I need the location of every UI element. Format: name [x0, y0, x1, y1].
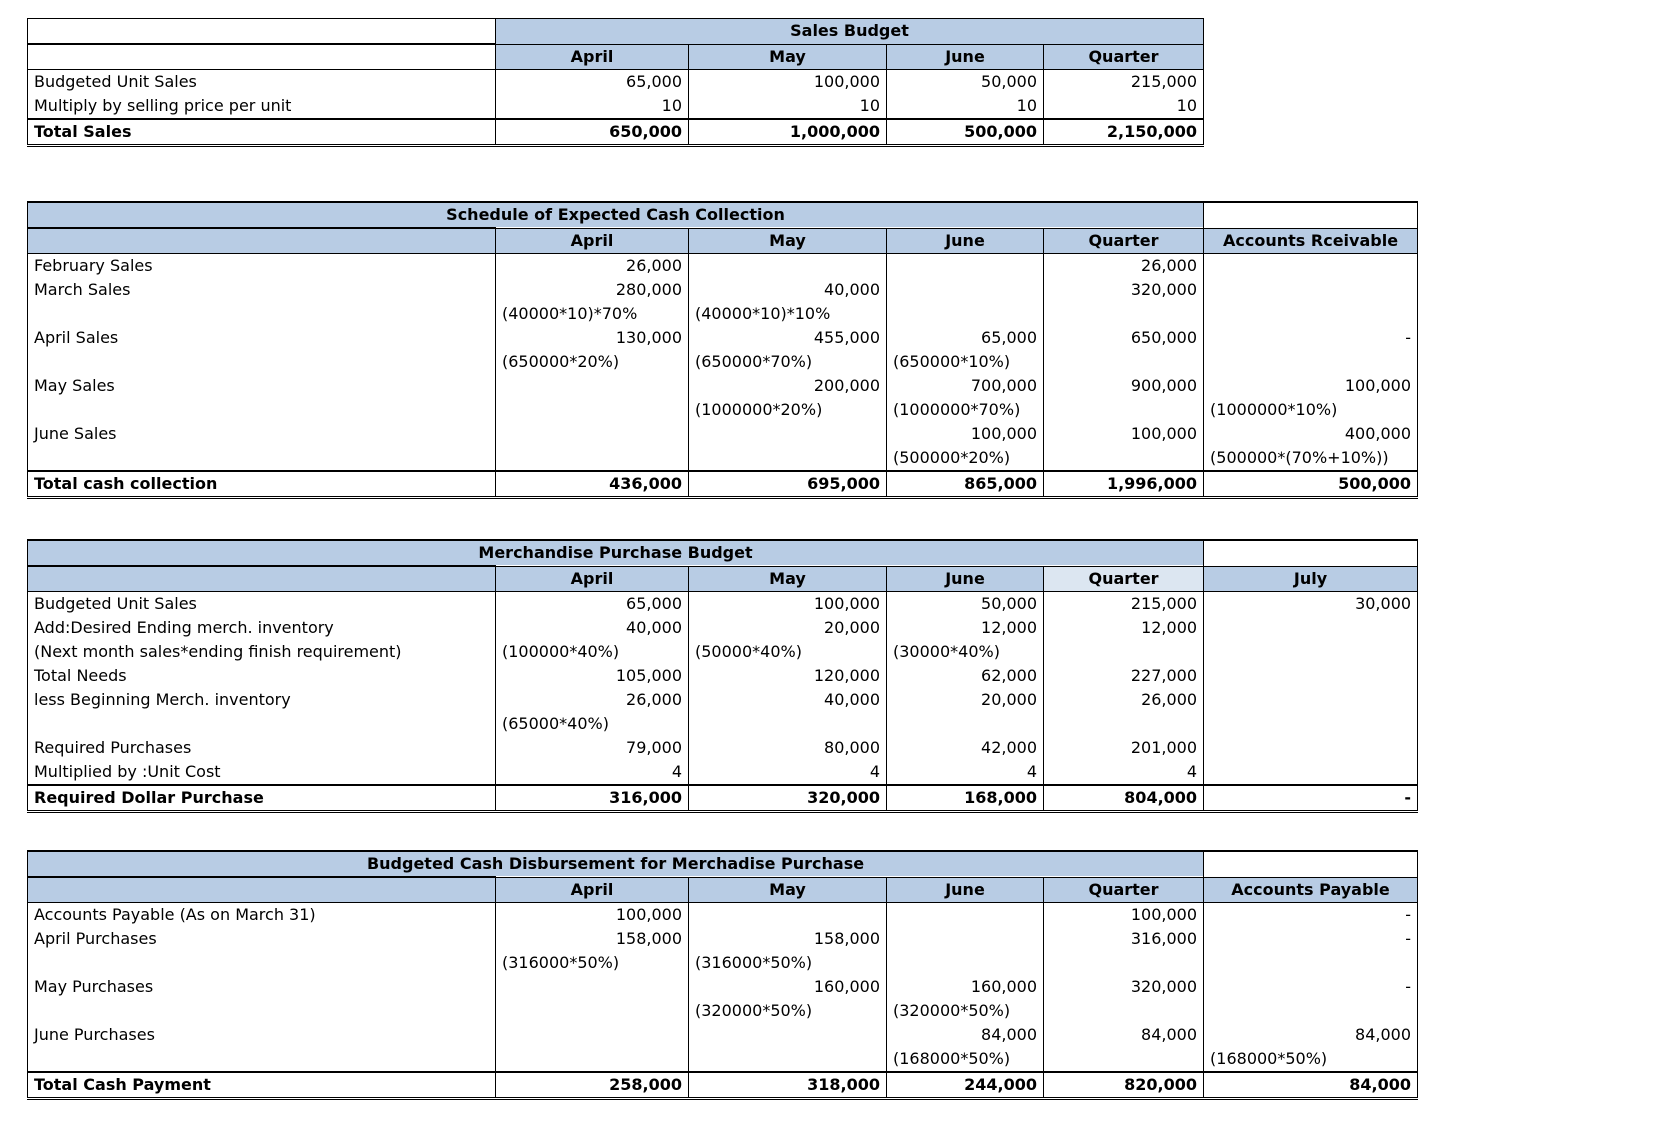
formula-cell: (316000*50%) [689, 951, 887, 975]
cell-value [496, 975, 689, 999]
cell-value: 100,000 [1044, 422, 1204, 446]
total-row [28, 785, 1418, 812]
cell-value: 84,000 [1204, 1023, 1418, 1047]
formula-row [28, 640, 1418, 664]
table-row [28, 422, 1418, 446]
total-value: 318,000 [689, 1072, 887, 1099]
cell-value: 84,000 [887, 1023, 1044, 1047]
header-quarter: Quarter [1044, 877, 1204, 903]
total-value: 258,000 [496, 1072, 689, 1099]
formula-cell [1204, 712, 1418, 736]
cell-value: 215,000 [1044, 70, 1204, 95]
formula-cell: (1000000*10%) [1204, 398, 1418, 422]
formula-cell [1044, 1047, 1204, 1072]
cell-value: 65,000 [496, 592, 689, 617]
cell-value: 26,000 [1044, 254, 1204, 279]
cell-value [1204, 760, 1418, 785]
formula-cell [496, 446, 689, 471]
formula-cell: (65000*40%) [496, 712, 689, 736]
cell-value: 4 [689, 760, 887, 785]
cell-value: 400,000 [1204, 422, 1418, 446]
formula-row [28, 350, 1418, 374]
row-label: Budgeted Unit Sales [28, 592, 496, 617]
header-april: April [496, 228, 689, 254]
total-value: 1,000,000 [689, 119, 887, 146]
formula-row [28, 712, 1418, 736]
total-row [28, 119, 1204, 146]
cell-value: 100,000 [496, 903, 689, 928]
row-label: Required Purchases [28, 736, 496, 760]
formula-cell [1044, 350, 1204, 374]
formula-cell: (650000*20%) [496, 350, 689, 374]
cell-value: 158,000 [689, 927, 887, 951]
cell-value: 30,000 [1204, 592, 1418, 617]
formula-cell [887, 951, 1044, 975]
row-label: April Sales [28, 326, 496, 350]
cell-value: 320,000 [1044, 975, 1204, 999]
formula-cell [1044, 640, 1204, 664]
total-value: 820,000 [1044, 1072, 1204, 1099]
cell-value: 100,000 [1204, 374, 1418, 398]
cell-value: 227,000 [1044, 664, 1204, 688]
formula-cell [496, 398, 689, 422]
cash-disbursement-table [27, 850, 1418, 1100]
cell-value: 26,000 [496, 688, 689, 712]
formula-cell [1044, 446, 1204, 471]
total-value: 316,000 [496, 785, 689, 812]
cell-value [1204, 664, 1418, 688]
row-label: Multiplied by :Unit Cost [28, 760, 496, 785]
header-june: June [887, 566, 1044, 592]
cell-value: 42,000 [887, 736, 1044, 760]
row-label: Total Needs [28, 664, 496, 688]
cell-value: 201,000 [1044, 736, 1204, 760]
formula-cell [1204, 951, 1418, 975]
formula-cell [1204, 350, 1418, 374]
cell-value: 316,000 [1044, 927, 1204, 951]
formula-cell [689, 446, 887, 471]
total-label: Total Cash Payment [28, 1072, 496, 1099]
sales-budget-header-row [28, 44, 1204, 70]
header-april: April [496, 877, 689, 903]
header-quarter: Quarter [1044, 44, 1204, 70]
cell-value: 79,000 [496, 736, 689, 760]
header-may: May [689, 877, 887, 903]
header-april: April [496, 44, 689, 70]
total-value: 1,996,000 [1044, 471, 1204, 498]
merchandise-purchase-title: Merchandise Purchase Budget [28, 540, 1204, 566]
formula-cell [496, 1047, 689, 1072]
cash-disbursement-title: Budgeted Cash Disbursement for Merchadise Purchase [28, 851, 1204, 877]
merchandise-purchase-header-row [28, 566, 1418, 592]
cell-value [496, 422, 689, 446]
cell-value: 200,000 [689, 374, 887, 398]
table-row [28, 975, 1418, 999]
cell-value: 160,000 [887, 975, 1044, 999]
table-row [28, 664, 1418, 688]
total-value: 650,000 [496, 119, 689, 146]
formula-cell: (500000*20%) [887, 446, 1044, 471]
formula-cell: (40000*10)*70% [496, 302, 689, 326]
cell-value: 105,000 [496, 664, 689, 688]
table-row [28, 616, 1418, 640]
header-june: June [887, 44, 1044, 70]
cell-value: 100,000 [1044, 903, 1204, 928]
table-row [28, 688, 1418, 712]
table-row [28, 927, 1418, 951]
header-may: May [689, 566, 887, 592]
table-row [28, 760, 1418, 785]
cell-value: 50,000 [887, 592, 1044, 617]
row-label: February Sales [28, 254, 496, 279]
formula-cell: (650000*10%) [887, 350, 1044, 374]
header-accounts-receivable: Accounts Rceivable [1204, 228, 1418, 254]
total-value: 500,000 [1204, 471, 1418, 498]
table-row [28, 374, 1418, 398]
table-row [28, 1023, 1418, 1047]
cell-value: 84,000 [1044, 1023, 1204, 1047]
formula-cell [1044, 999, 1204, 1023]
total-value: 804,000 [1044, 785, 1204, 812]
formula-row [28, 446, 1418, 471]
table-row [28, 903, 1418, 928]
cell-value [1204, 254, 1418, 279]
cell-value: 130,000 [496, 326, 689, 350]
cell-value [1204, 278, 1418, 302]
cell-value: 10 [496, 94, 689, 119]
cell-value: 320,000 [1044, 278, 1204, 302]
cell-value: 100,000 [887, 422, 1044, 446]
formula-cell: (1000000*20%) [689, 398, 887, 422]
formula-cell: (50000*40%) [689, 640, 887, 664]
formula-cell: (316000*50%) [496, 951, 689, 975]
total-value: 865,000 [887, 471, 1044, 498]
formula-cell [887, 302, 1044, 326]
total-value: 244,000 [887, 1072, 1044, 1099]
total-value: - [1204, 785, 1418, 812]
merchandise-purchase-title-row [28, 540, 1418, 566]
table-row [28, 94, 1204, 119]
cell-value [1204, 736, 1418, 760]
formula-cell: (100000*40%) [496, 640, 689, 664]
total-value: 695,000 [689, 471, 887, 498]
sales-budget-title-row [28, 19, 1204, 45]
formula-cell [1044, 951, 1204, 975]
formula-row [28, 951, 1418, 975]
cell-value: - [1204, 903, 1418, 928]
cell-value: 26,000 [1044, 688, 1204, 712]
cell-value: 4 [1044, 760, 1204, 785]
formula-cell [689, 712, 887, 736]
cell-value [689, 1023, 887, 1047]
cell-value [887, 903, 1044, 928]
cell-value: 650,000 [1044, 326, 1204, 350]
total-label: Total Sales [28, 119, 496, 146]
cell-value [496, 374, 689, 398]
table-row [28, 736, 1418, 760]
formula-row [28, 398, 1418, 422]
formula-cell: (168000*50%) [1204, 1047, 1418, 1072]
cell-value [887, 254, 1044, 279]
total-value: 2,150,000 [1044, 119, 1204, 146]
formula-cell: (30000*40%) [887, 640, 1044, 664]
row-label: Add:Desired Ending merch. inventory [28, 616, 496, 640]
total-value: 436,000 [496, 471, 689, 498]
sales-budget-table [27, 18, 1204, 147]
cell-value: - [1204, 326, 1418, 350]
cell-value [1204, 688, 1418, 712]
cell-value: 158,000 [496, 927, 689, 951]
cash-collection-title: Schedule of Expected Cash Collection [28, 202, 1204, 228]
cell-value: 215,000 [1044, 592, 1204, 617]
cell-value: 20,000 [689, 616, 887, 640]
cash-collection-header-row [28, 228, 1418, 254]
header-may: May [689, 228, 887, 254]
cell-value: 120,000 [689, 664, 887, 688]
table-row [28, 326, 1418, 350]
total-row [28, 471, 1418, 498]
cell-value: 100,000 [689, 70, 887, 95]
cell-value: 12,000 [1044, 616, 1204, 640]
row-label: March Sales [28, 278, 496, 302]
cell-value [689, 254, 887, 279]
total-value: 500,000 [887, 119, 1044, 146]
formula-cell [1044, 712, 1204, 736]
cell-value: 40,000 [689, 278, 887, 302]
cell-value [689, 903, 887, 928]
cell-value: 65,000 [496, 70, 689, 95]
formula-row [28, 1047, 1418, 1072]
header-july: July [1204, 566, 1418, 592]
table-row [28, 278, 1418, 302]
formula-cell [1204, 302, 1418, 326]
cell-value: 100,000 [689, 592, 887, 617]
cell-value: 26,000 [496, 254, 689, 279]
row-label: May Purchases [28, 975, 496, 999]
cash-disbursement-header-row [28, 877, 1418, 903]
cell-value [689, 422, 887, 446]
row-label: Accounts Payable (As on March 31) [28, 903, 496, 928]
cell-value: 160,000 [689, 975, 887, 999]
formula-cell: (320000*50%) [887, 999, 1044, 1023]
merchandise-purchase-table [27, 539, 1418, 813]
header-june: June [887, 228, 1044, 254]
row-label: June Purchases [28, 1023, 496, 1047]
cell-value [1204, 616, 1418, 640]
cell-value: 10 [689, 94, 887, 119]
formula-cell: (40000*10)*10% [689, 302, 887, 326]
formula-cell: (650000*70%) [689, 350, 887, 374]
formula-cell: (500000*(70%+10%)) [1204, 446, 1418, 471]
row-label: Budgeted Unit Sales [28, 70, 496, 95]
row-label: June Sales [28, 422, 496, 446]
row-label: (Next month sales*ending finish requirement) [28, 640, 496, 664]
cell-value: 455,000 [689, 326, 887, 350]
total-label: Required Dollar Purchase [28, 785, 496, 812]
formula-cell: (168000*50%) [887, 1047, 1044, 1072]
total-value: 84,000 [1204, 1072, 1418, 1099]
header-april: April [496, 566, 689, 592]
formula-cell [496, 999, 689, 1023]
formula-row [28, 999, 1418, 1023]
total-row [28, 1072, 1418, 1099]
formula-cell [1044, 302, 1204, 326]
cell-value: - [1204, 975, 1418, 999]
cell-value: 20,000 [887, 688, 1044, 712]
cell-value: 900,000 [1044, 374, 1204, 398]
total-value: 168,000 [887, 785, 1044, 812]
cell-value: 700,000 [887, 374, 1044, 398]
table-row [28, 254, 1418, 279]
header-may: May [689, 44, 887, 70]
row-label: less Beginning Merch. inventory [28, 688, 496, 712]
row-label: May Sales [28, 374, 496, 398]
row-label [28, 712, 496, 736]
header-accounts-payable: Accounts Payable [1204, 877, 1418, 903]
header-june: June [887, 877, 1044, 903]
table-row [28, 592, 1418, 617]
formula-cell [689, 1047, 887, 1072]
sales-budget-title: Sales Budget [496, 19, 1204, 45]
cash-collection-table [27, 201, 1418, 499]
row-label: Multiply by selling price per unit [28, 94, 496, 119]
formula-cell: (320000*50%) [689, 999, 887, 1023]
cell-value: 65,000 [887, 326, 1044, 350]
cell-value: 4 [496, 760, 689, 785]
cell-value: 80,000 [689, 736, 887, 760]
total-label: Total cash collection [28, 471, 496, 498]
cell-value: 50,000 [887, 70, 1044, 95]
table-row [28, 70, 1204, 95]
cell-value: 40,000 [496, 616, 689, 640]
cash-collection-title-row [28, 202, 1418, 228]
cell-value: 62,000 [887, 664, 1044, 688]
cash-disbursement-title-row [28, 851, 1418, 877]
formula-cell: (1000000*70%) [887, 398, 1044, 422]
formula-cell [1204, 999, 1418, 1023]
cell-value: 10 [887, 94, 1044, 119]
cell-value [887, 927, 1044, 951]
cell-value: 10 [1044, 94, 1204, 119]
header-quarter: Quarter [1044, 228, 1204, 254]
cell-value: 12,000 [887, 616, 1044, 640]
cell-value: 280,000 [496, 278, 689, 302]
formula-row [28, 302, 1418, 326]
total-value: 320,000 [689, 785, 887, 812]
cell-value [887, 278, 1044, 302]
formula-cell [1204, 640, 1418, 664]
formula-cell [1044, 398, 1204, 422]
cell-value: - [1204, 927, 1418, 951]
row-label: April Purchases [28, 927, 496, 951]
formula-cell [887, 712, 1044, 736]
cell-value [496, 1023, 689, 1047]
cell-value: 4 [887, 760, 1044, 785]
header-quarter: Quarter [1044, 566, 1204, 592]
cell-value: 40,000 [689, 688, 887, 712]
